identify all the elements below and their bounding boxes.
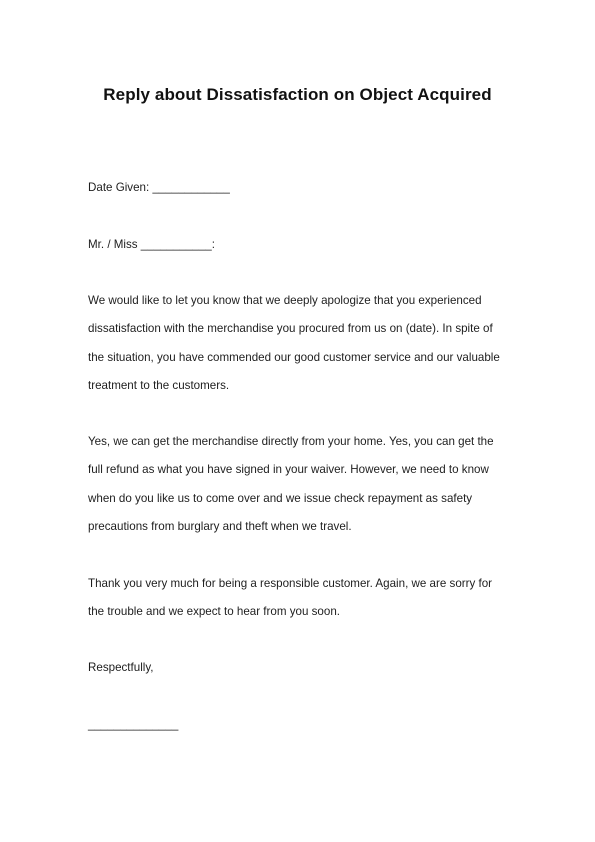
paragraph-line: the situation, you have commended our good customer service and our valuable (88, 351, 500, 364)
paragraph-line: precautions from burglary and theft when we travel. (88, 520, 352, 533)
paragraph-line: Yes, we can get the merchandise directly from your home. Yes, you can get the (88, 435, 494, 448)
salutation: Mr. / Miss ___________: (88, 238, 215, 251)
paragraph-line: when do you like us to come over and we issue check repayment as safety (88, 492, 473, 505)
paragraph-line: Thank you very much for being a responsible customer. Again, we are sorry for (88, 577, 493, 590)
paragraph-line: the trouble and we expect to hear from you soon. (88, 605, 340, 618)
paragraph-line: full refund as what you have signed in your waiver. However, we need to know (88, 463, 489, 476)
paragraph-line: We would like to let you know that we deeply apologize that you experienced (88, 294, 482, 307)
closing: Respectfully, (88, 661, 154, 674)
paragraph-line: dissatisfaction with the merchandise you procured from us on (date). In spite of (88, 322, 493, 335)
letter-title: Reply about Dissatisfaction on Object Acquired (103, 85, 492, 104)
date-line: Date Given: ____________ (88, 181, 230, 194)
paragraph-line: treatment to the customers. (88, 379, 230, 392)
signature-line: ______________ (88, 718, 179, 731)
